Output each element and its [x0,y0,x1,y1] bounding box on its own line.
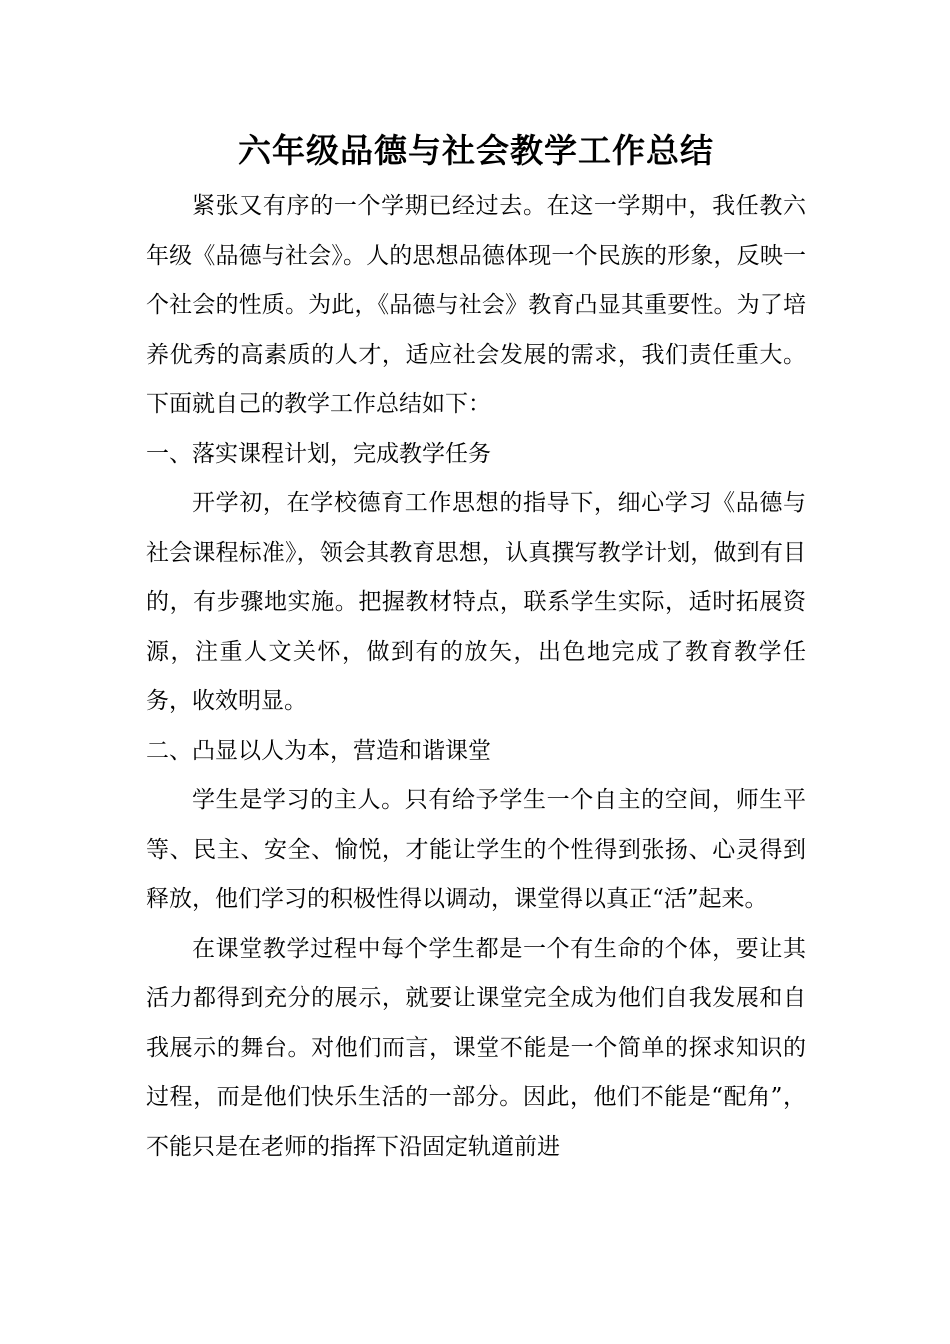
section-2-paragraph-2: 在课堂教学过程中每个学生都是一个有生命的个体，要让其活力都得到充分的展示，就要让课堂完全成为他们自我发展和自我展示的舞台。对他们而言，课堂不能是一个简单的探求知识的过程，而是他们快乐生活的一部分。因此，他们不能是“配角”，不能只是在老师的指挥下沿固定轨道前进 [146,935,806,1160]
document-page [146,120,806,1172]
section-1-heading: 一、落实课程计划，完成教学任务 [146,440,491,467]
section-2-paragraph-1: 学生是学习的主人。只有给予学生一个自主的空间，师生平等、民主、安全、愉悦，才能让学生的个性得到张扬、心灵得到释放，他们学习的积极性得以调动，课堂得以真正“活”起来。 [146,787,806,912]
intro-paragraph: 紧张又有序的一个学期已经过去。在这一学期中，我任教六年级《品德与社会》。人的思想品德体现一个民族的形象，反映一个社会的性质。为此，《品德与社会》教育凸显其重要性。为了培养优秀的高素质的人才，适应社会发展的需求，我们责任重大。下面就自己的教学工作总结如下： [146,193,806,417]
document-title: 六年级品德与社会教学工作总结 [238,131,714,170]
section-1-paragraph: 开学初，在学校德育工作思想的指导下，细心学习《品德与社会课程标准》，领会其教育思想，认真撰写教学计划，做到有目的，有步骤地实施。把握教材特点，联系学生实际，适时拓展资源，注重人文关怀，做到有的放矢，出色地完成了教育教学任务，收效明显。 [146,490,806,714]
section-2-heading: 二、凸显以人为本，营造和谐课堂 [146,737,491,764]
